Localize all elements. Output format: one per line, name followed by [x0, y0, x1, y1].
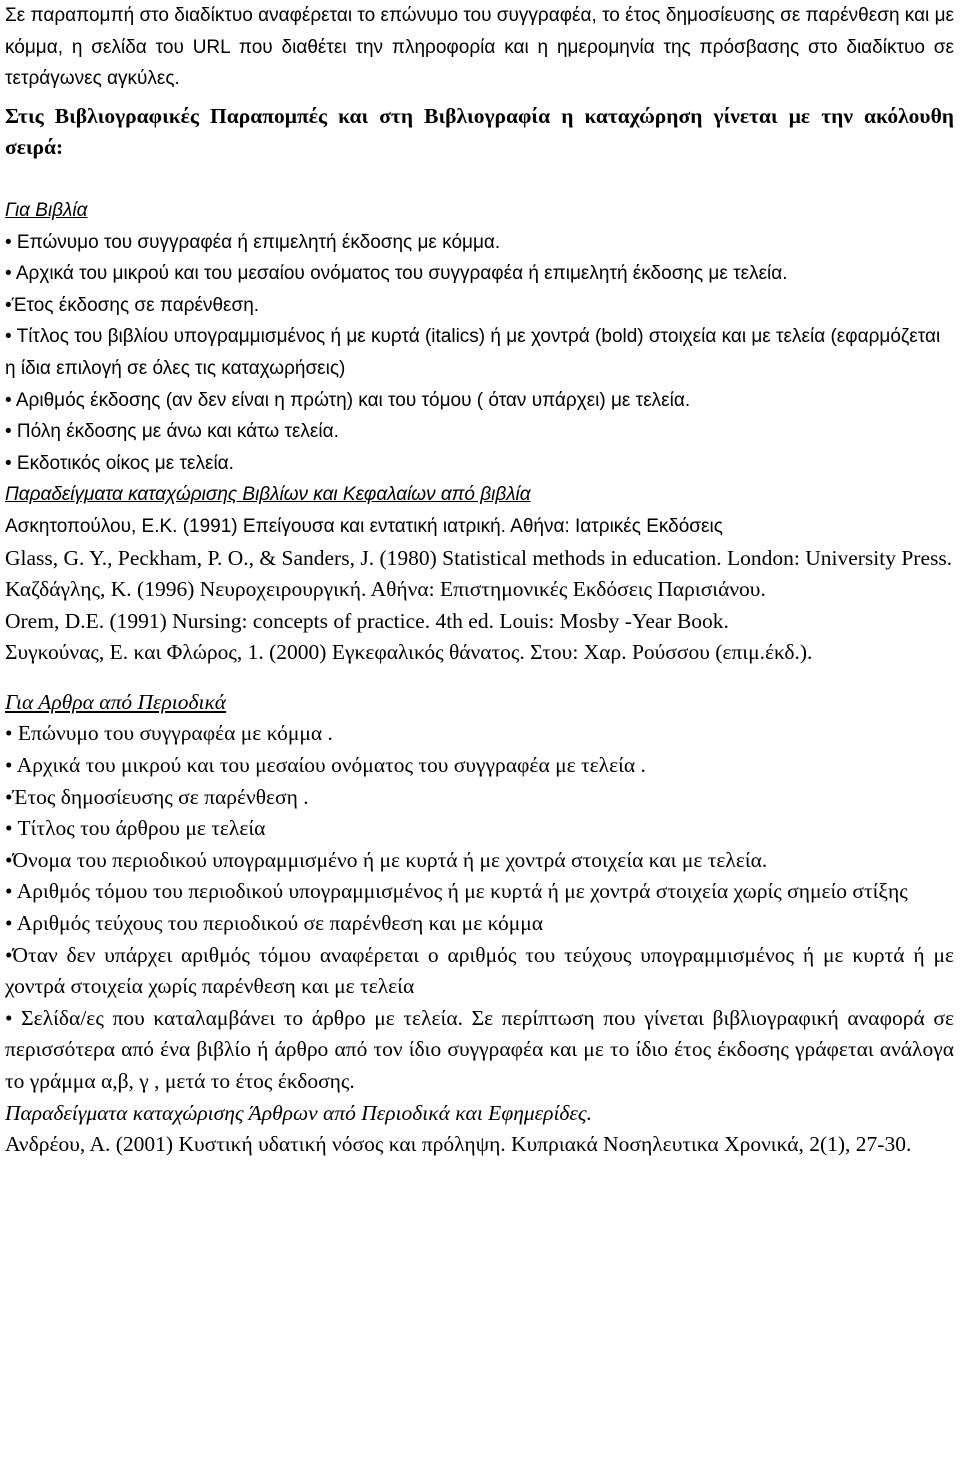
books-rule: • Αριθμός έκδοσης (αν δεν είναι η πρώτη) και του τόμου ( όταν υπάρχει) με τελεία. — [5, 389, 691, 411]
books-rule: •Έτος έκδοσης σε παρένθεση. — [5, 294, 260, 316]
books-rule: • Επώνυμο του συγγραφέα ή επιμελητή έκδοσης με κόμμα. — [5, 231, 501, 253]
journals-rule: • Επώνυμο του συγγραφέα με κόμμα . — [5, 721, 333, 746]
journals-rule: • Αριθμός τόμου του περιοδικού υπογραμμισμένος ή με κυρτά ή με χοντρά στοιχεία χωρίς σημείο στίξης — [5, 879, 908, 904]
journals-rule: •Έτος δημοσίευσης σε παρένθεση . — [5, 784, 309, 809]
spacer — [5, 669, 954, 687]
journals-rule: • Αριθμός τεύχους του περιοδικού σε παρένθεση και με κόμμα — [5, 911, 544, 936]
intro-paragraph: Σε παραπομπή στο διαδίκτυο αναφέρεται το επώνυμο του συγγραφέα, το έτος δημοσίευσης σε παρένθεση και με κόμμα, η σελίδα του URL που διαθέτει την πληροφορία και η ημερομηνία της πρόσβασης στο διαδίκτυο σε τετράγωνες αγκύλες. — [5, 5, 954, 90]
books-rule: • Τίτλος του βιβλίου υπογραμμισμένος ή με κυρτά (italics) ή με χοντρά (bold) στοιχεία και με τελεία (εφαρμόζεται η ίδια επιλογή σε όλες τις καταχωρήσεις) — [5, 326, 941, 379]
journals-rule: •Όνομα του περιοδικού υπογραμμισμένο ή με κυρτά ή με χοντρά στοιχεία και με τελεία. — [5, 847, 768, 872]
books-examples-heading: Παραδείγματα καταχώρισης Βιβλίων και Κεφαλαίων από βιβλία — [5, 484, 531, 506]
books-example: Orem, D.E. (1991) Nursing: concepts of practice. 4th ed. Louis: Mosby -Year Book. — [5, 608, 729, 633]
order-heading: Στις Βιβλιογραφικές Παραπομπές και στη Βιβλιογραφία η καταχώρηση γίνεται με την ακόλουθη σειρά: — [5, 103, 954, 160]
books-heading: Για Βιβλία — [5, 199, 88, 221]
books-rule: • Αρχικά του μικρού και του μεσαίου ονόματος του συγγραφέα ή επιμελητή έκδοσης με τελεία. — [5, 263, 788, 285]
journals-example: Ανδρέου, Α. (2001) Κυστική υδατική νόσος και πρόληψη. Κυπριακά Νοσηλευτικα Χρονικά, 2(1), 27-30. — [5, 1132, 912, 1157]
journals-rule: • Τίτλος του άρθρου με τελεία — [5, 816, 266, 841]
spacer — [5, 164, 954, 195]
journals-examples-heading: Παραδείγματα καταχώρισης Άρθρων από Περιοδικά και Εφημερίδες. — [5, 1100, 592, 1125]
books-section — [5, 195, 954, 543]
books-rule: • Εκδοτικός οίκος με τελεία. — [5, 452, 234, 474]
books-example: Καζδάγλης, Κ. (1996) Νευροχειρουργική. Αθήνα: Επιστημονικές Εκδόσεις Παρισιάνου. — [5, 577, 766, 602]
books-example: Glass, G. Y., Peckham, P. O., & Sanders, J. (1980) Statistical methods in education. London: University Press. — [5, 545, 953, 570]
books-examples-serif — [5, 543, 954, 669]
journals-rule: • Αρχικά του μικρού και του μεσαίου ονόματος του συγγραφέα με τελεία . — [5, 753, 646, 778]
books-example: Συγκούνας, Ε. και Φλώρος, 1. (2000) Εγκεφαλικός θάνατος. Στου: Χαρ. Ρούσσου (επιμ.έκδ.). — [5, 640, 813, 665]
journals-rule: •Όταν δεν υπάρχει αριθμός τόμου αναφέρεται ο αριθμός του τεύχους υπογραμμισμένος ή με κυρτά ή με χοντρά στοιχεία χωρίς παρένθεση και με τελεία — [5, 942, 954, 999]
journals-rule: • Σελίδα/ες που καταλαμβάνει το άρθρο με τελεία. Σε περίπτωση που γίνεται βιβλιογραφική αναφορά σε περισσότερα από ένα βιβλίο ή άρθρο από τον ίδιο συγγραφέα και με το ίδιο έτος έκδοσης γράφεται ανάλογα το γράμμα α,β, γ , μετά το έτος έκδοσης. — [5, 1005, 954, 1093]
journals-section — [5, 687, 954, 1161]
books-rule: • Πόλη έκδοσης με άνω και κάτω τελεία. — [5, 421, 339, 443]
journals-heading: Για Αρθρα από Περιοδικά — [5, 689, 227, 714]
books-example: Ασκητοπούλου, Ε.Κ. (1991) Επείγουσα και εντατική ιατρική. Αθήνα: Ιατρικές Εκδόσεις — [5, 515, 723, 537]
